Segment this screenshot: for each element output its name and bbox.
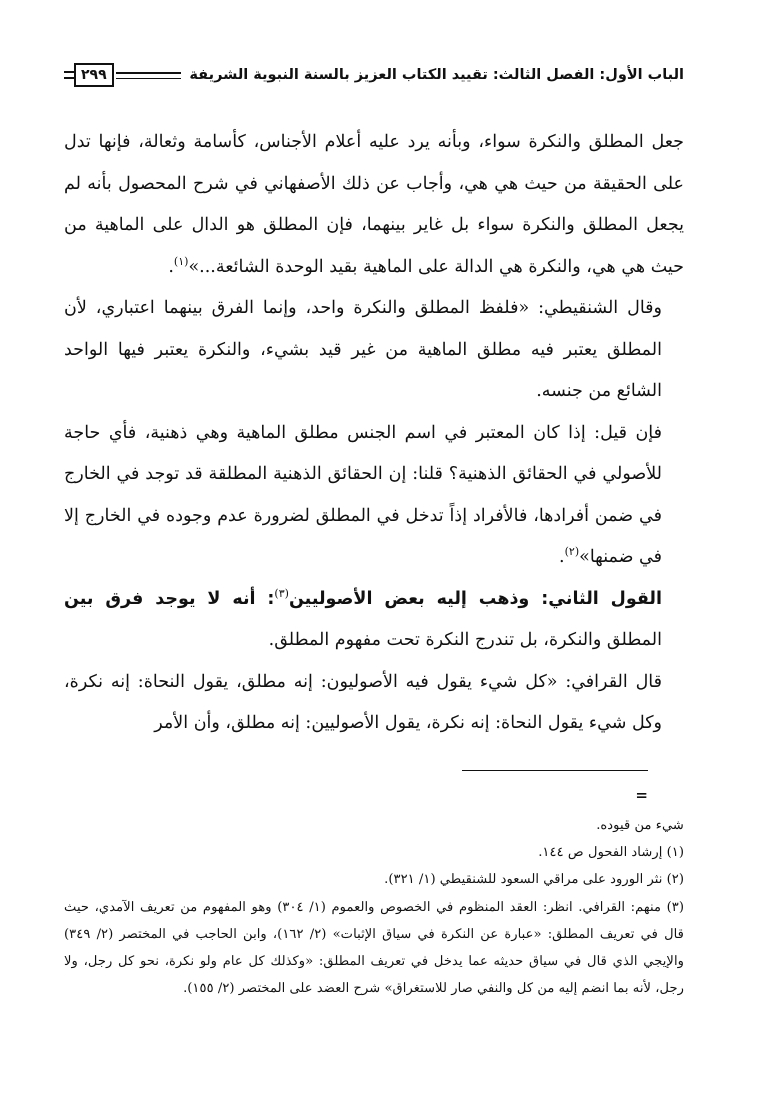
header-rule [116, 72, 182, 79]
footnote-ref-1: (١) [173, 254, 189, 268]
paragraph-1: جعل المطلق والنكرة سواء، وبأنه يرد عليه أعلام الأجناس، كأسامة وثعالة، فإنها تدل على الحقيقة من حيث هي هي، وأجاب عن ذلك الأصفهاني في شرح المحصول بأنه لم يجعل المطلق والنكرة سواء بل غاير بينهما، فإن المطلق هو الدال على الماهية من حيث هي هي، والنكرة هي الدالة على الماهية بقيد الوحدة الشائعة...»$^{(١)}$. [64, 132, 684, 277]
footnote-continuation: شيء من قيوده. [596, 818, 684, 833]
footnote-ref-2: (٢) [564, 545, 580, 559]
paragraph-5: قال القرافي: «كل شيء يقول فيه الأصوليون: إنه مطلق، يقول النحاة: إنه نكرة، وكل شيء يقول النحاة: إنه نكرة، يقول الأصوليين: إنه مطلق، وأن الأمر [64, 671, 662, 733]
running-head-title: الباب الأول: الفصل الثالث: تقييد الكتاب العزيز بالسنة النبوية الشريفة [189, 67, 684, 83]
footnotes [64, 812, 684, 1002]
paragraph-2: وقال الشنقيطي: «فلفظ المطلق والنكرة واحد، وإنما الفرق بينهما اعتباري، لأن المطلق يعتبر فيه مطلق الماهية من غير قيد بشيء، والنكرة يعتبر فيها الواحد الشائع من جنسه. [64, 298, 662, 401]
main-text [64, 122, 684, 745]
paragraph-3: فإن قيل: إذا كان المعتبر في اسم الجنس مطلق الماهية وهي ذهنية، فأي حاجة للأصولي في الحقائق الذهنية؟ قلنا: إن الحقائق الذهنية المطلقة قد توجد في الخارج في ضمن أفرادها، فالأفراد إذاً تدخل في المطلق لضرورة عدم وجوده في الخارج إلا في ضمنها»$^{(٢)}$. [64, 422, 662, 567]
footnote-continuation-mark: = [635, 786, 648, 804]
footnote-3: (٣) منهم: القرافي. انظر: العقد المنظوم في الخصوص والعموم (١/ ٣٠٤) وهو المفهوم من تعريف الآمدي، حيث قال في تعريف المطلق: «عبارة عن النكرة في سياق الإثبات» (٢/ ١٦٢)، وابن الحاجب في المختصر (٢/ ٣٤٩) والإيجي الذي قال في سياق حديثه عما يدخل في تعريف المطلق: «وكذلك كل عام ولو نكرة، نحو كل رجل، ولا رجل، لأنه بما انضم إليه من كل والنفي صار للاستغراق» شرح العضد على المختصر (٢/ ١٥٥). [64, 899, 684, 997]
second-opinion-label: القول الثاني: وذهب إليه بعض الأصوليين [288, 588, 662, 609]
paragraph-4: القول الثاني: وذهب إليه بعض الأصوليين$^{(٣)}$: أنه لا يوجد فرق بين المطلق والنكرة، بل تندرج النكرة تحت مفهوم المطلق. [64, 586, 662, 650]
running-header [64, 60, 684, 90]
page-number: ٢٩٩ [74, 63, 114, 87]
footnote-separator [462, 770, 648, 771]
header-rule-end [64, 71, 74, 79]
footnote-ref-3: (٣) [274, 586, 289, 600]
footnote-1: (١) إرشاد الفحول ص ١٤٤. [538, 845, 684, 861]
footnote-2: (٢) نثر الورود على مراقي السعود للشنقيطي (١/ ٣٢١). [384, 872, 684, 888]
